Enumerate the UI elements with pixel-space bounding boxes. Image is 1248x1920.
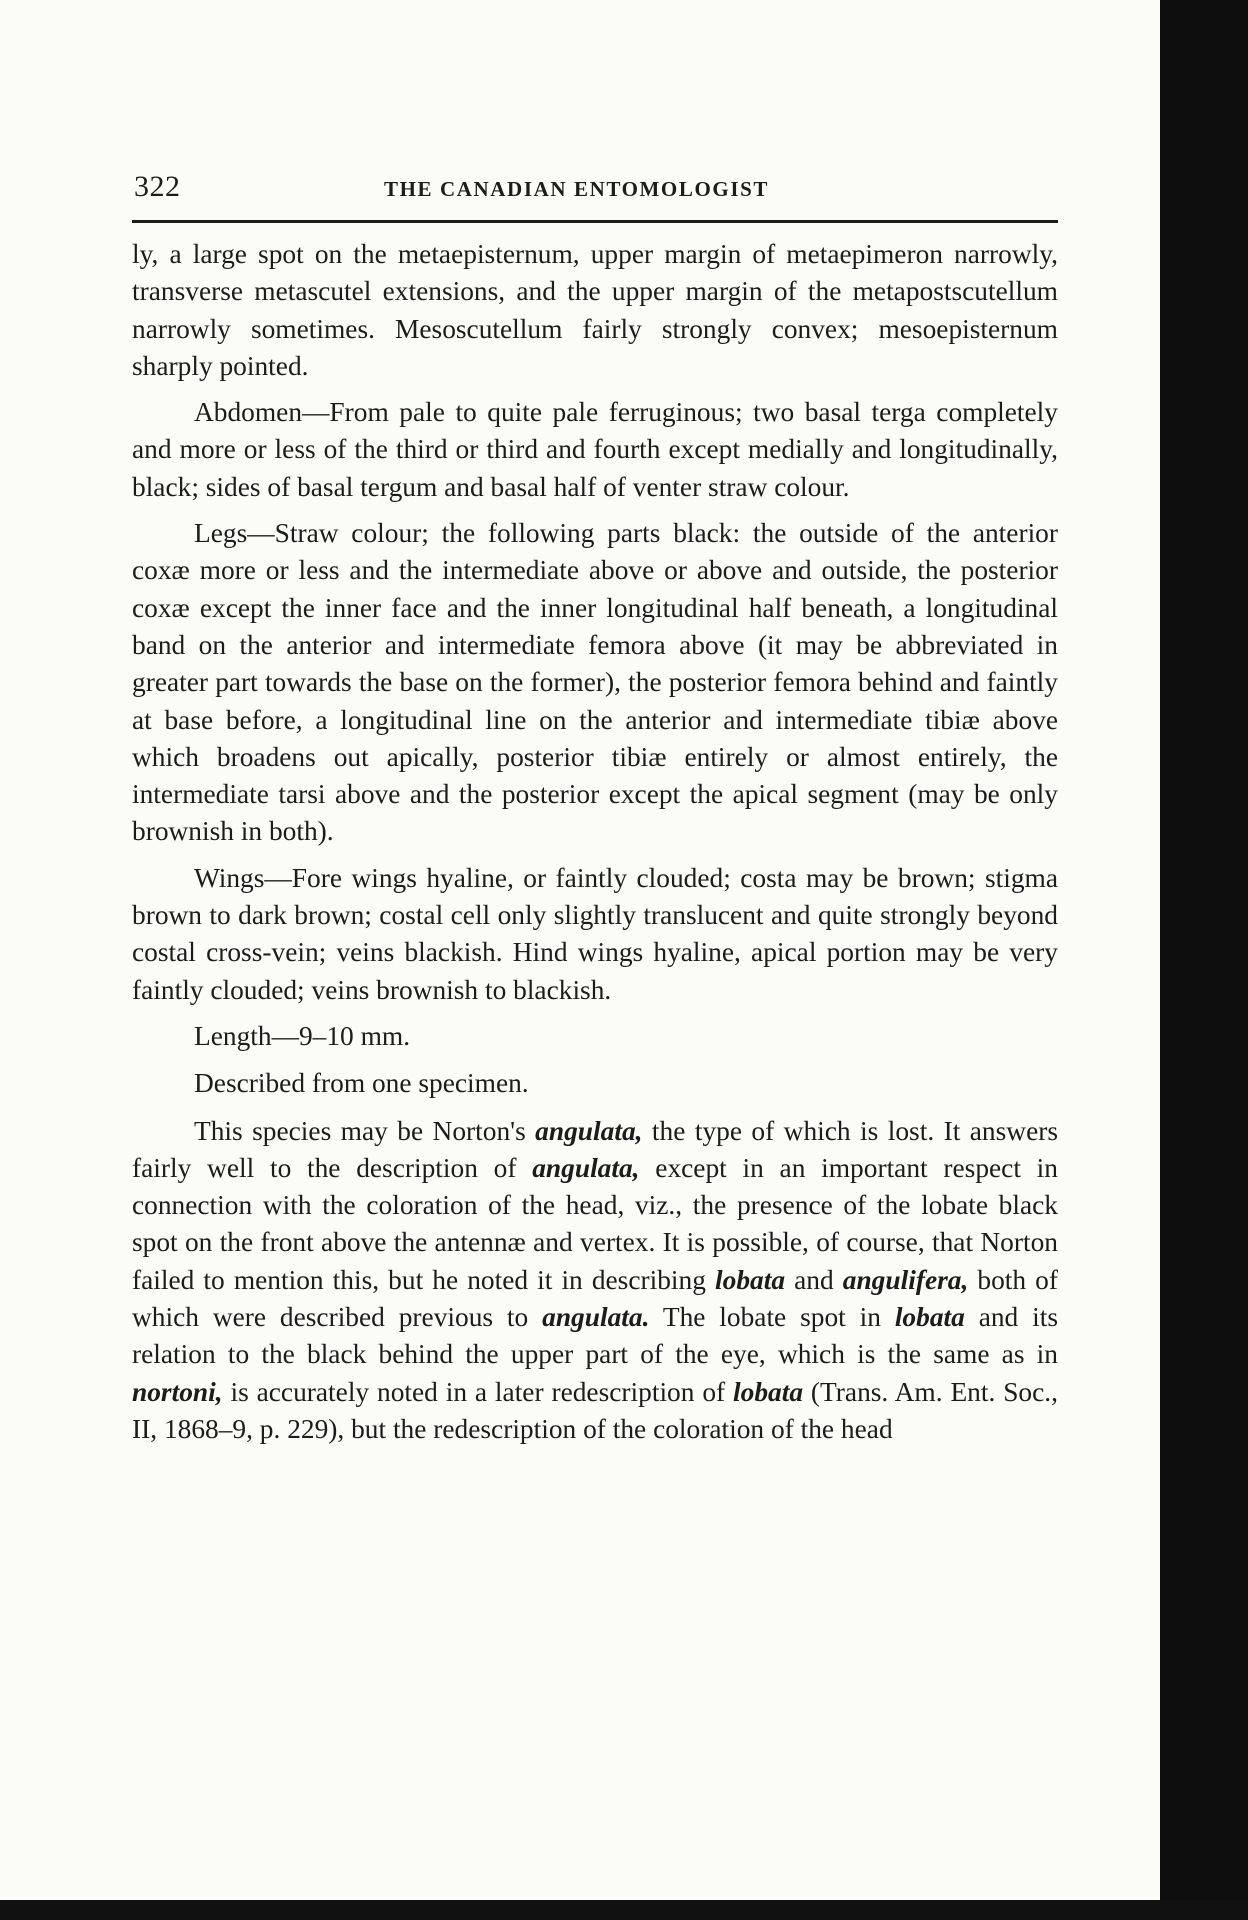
paragraph-legs: Legs—Straw colour; the following parts black: the outside of the anterior coxæ more or less and the intermediate above or above and outside, the posterior coxæ except the inner face and the inner longitudinal half beneath, a longitudinal band on the anterior and intermediate femora above (it may be abbreviated in greater part towards the base on the former), the posterior femora behind and faintly at base before, a longitudinal line on the anterior and intermediate tibiæ above which broadens out apically, posterior tibiæ entirely or almost entirely, the intermediate tarsi above and the posterior except the apical segment (may be only brownish in both).: [132, 518, 1058, 847]
paragraph-abdomen: Abdomen—From pale to quite pale ferruginous; two basal terga completely and more or less of the third or third and fourth except medially and longitudinally, black; sides of basal tergum and basal half of venter straw colour.: [132, 397, 1058, 502]
running-head: THE CANADIAN ENTOMOLOGIST: [384, 177, 770, 201]
body-text: [132, 236, 1058, 1457]
discussion-text: is accurately noted in a later redescription of: [222, 1376, 734, 1407]
species-name: angulifera,: [842, 1264, 969, 1295]
discussion-text: and: [785, 1264, 843, 1295]
species-name: lobata: [715, 1264, 786, 1295]
discussion-text: The lobate spot in: [649, 1302, 895, 1333]
paragraph-described: Described from one specimen.: [194, 1068, 529, 1099]
species-name: lobata: [733, 1376, 804, 1407]
discussion-text: the type of which is lost. It answers fairly well to the description of: [132, 1115, 1059, 1183]
discussion-text: (Trans. Am. Ent. Soc., II, 1868–9, p. 229), but the redescription of the coloration of the head: [132, 1376, 1058, 1444]
discussion-text: except in an important respect in connection with the coloration of the head, viz., the presence of the lobate black spot on the front above the antennæ and vertex. It is possible, of course, that Norton failed to mention this, but he noted it in describing: [132, 1152, 1058, 1295]
page-header: [134, 170, 1058, 210]
species-name: nortoni,: [132, 1376, 223, 1407]
paragraph-thorax-continued: ly, a large spot on the metaepisternum, upper margin of metaepimeron narrowly, transverse metascutel extensions, and the upper margin of the metapostscutellum narrowly sometimes. Mesoscutellum fairly strongly convex; mesoepisternum sharply pointed.: [132, 239, 1058, 381]
scan-border-right: [1160, 0, 1248, 1920]
species-name: angulata.: [542, 1302, 650, 1333]
discussion-text: This species may be Norton's: [194, 1115, 536, 1146]
discussion-text: and its relation to the black behind the upper part of the eye, which is the same as in: [132, 1302, 1059, 1370]
paragraph-wings: Wings—Fore wings hyaline, or faintly clouded; costa may be brown; stigma brown to dark brown; costal cell only slightly translucent and quite strongly beyond costal cross-vein; veins blackish. Hind wings hyaline, apical portion may be very faintly clouded; veins brownish to blackish.: [132, 862, 1058, 1005]
discussion-text: both of which were described previous to: [132, 1264, 1058, 1333]
paragraph-discussion: [132, 1113, 1058, 1449]
species-name: lobata: [894, 1302, 965, 1333]
scan-border-bottom: [0, 1900, 1248, 1920]
species-name: angulata,: [535, 1115, 643, 1146]
species-name: angulata,: [532, 1152, 640, 1183]
header-rule: [132, 220, 1058, 223]
paragraph-length: Length—9–10 mm.: [194, 1020, 411, 1051]
page-number: 322: [134, 170, 181, 203]
